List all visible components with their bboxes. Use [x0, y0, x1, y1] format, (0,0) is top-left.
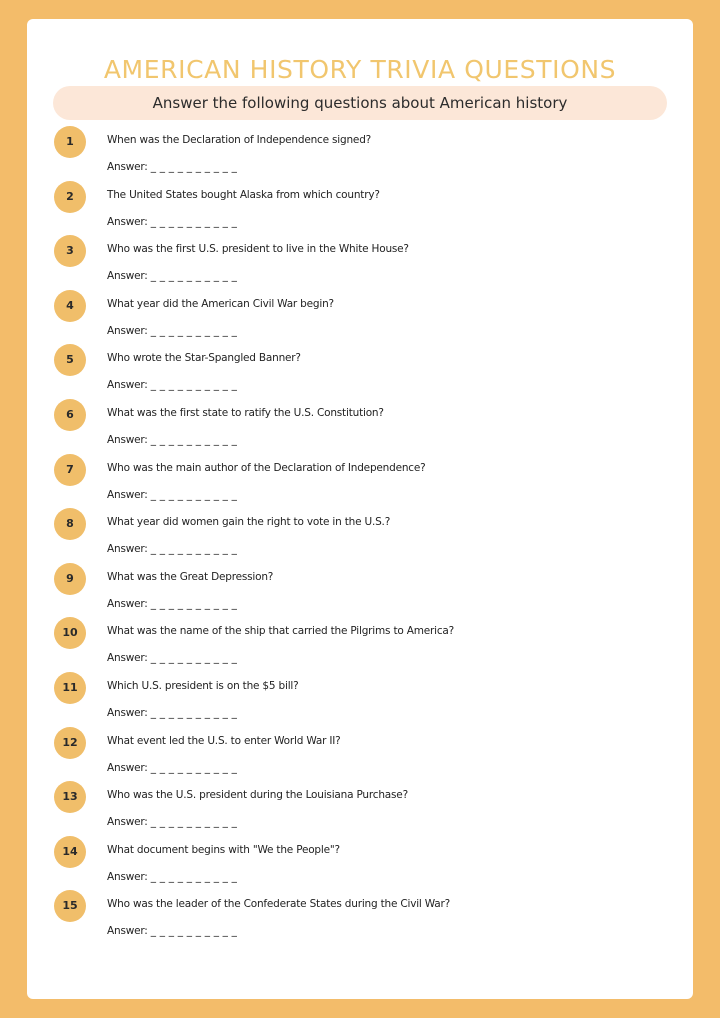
question-text: Who was the main author of the Declaration of Independence?	[107, 461, 426, 474]
answer-line[interactable]	[107, 489, 237, 501]
answer-line[interactable]	[107, 543, 237, 555]
question-text: Who was the first U.S. president to live in the White House?	[107, 243, 409, 256]
question-item	[27, 781, 693, 836]
question-number-badge: 5	[54, 344, 86, 376]
answer-blank[interactable]: _ _ _ _ _ _ _ _ _ _	[150, 324, 238, 337]
answer-label: Answer:	[107, 706, 148, 719]
question-text: What was the Great Depression?	[107, 570, 274, 583]
answer-blank[interactable]: _ _ _ _ _ _ _ _ _ _	[150, 543, 238, 556]
answer-blank[interactable]: _ _ _ _ _ _ _ _ _ _	[150, 161, 238, 173]
question-number-badge: 7	[54, 454, 86, 486]
answer-line[interactable]	[107, 707, 237, 719]
question-item	[27, 672, 693, 727]
question-number-badge: 13	[54, 781, 86, 813]
question-number-badge: 1	[54, 126, 86, 158]
answer-label: Answer:	[107, 379, 148, 392]
question-number-badge: 9	[54, 563, 86, 595]
question-number-badge: 12	[54, 727, 86, 759]
question-number-badge: 4	[54, 290, 86, 322]
answer-blank[interactable]: _ _ _ _ _ _ _ _ _ _	[150, 761, 238, 774]
question-text: The United States bought Alaska from which country?	[107, 188, 380, 201]
question-item	[27, 890, 693, 945]
question-item	[27, 617, 693, 672]
page-title: AMERICAN HISTORY TRIVIA QUESTIONS	[103, 55, 617, 84]
answer-label: Answer:	[107, 433, 148, 446]
answer-blank[interactable]: _ _ _ _ _ _ _ _ _ _	[150, 215, 238, 228]
question-item	[27, 508, 693, 563]
instructions-text: Answer the following questions about American history	[152, 94, 568, 112]
answer-line[interactable]	[107, 270, 237, 282]
question-text: When was the Declaration of Independence signed?	[107, 134, 372, 146]
answer-line[interactable]	[107, 216, 237, 228]
answer-line[interactable]	[107, 379, 237, 391]
answer-blank[interactable]: _ _ _ _ _ _ _ _ _ _	[150, 597, 238, 610]
answer-blank[interactable]: _ _ _ _ _ _ _ _ _ _	[150, 816, 238, 829]
question-number-badge: 8	[54, 508, 86, 540]
answer-blank[interactable]: _ _ _ _ _ _ _ _ _ _	[150, 270, 238, 283]
question-item	[27, 290, 693, 345]
question-text: Which U.S. president is on the $5 bill?	[107, 679, 299, 692]
question-item	[27, 344, 693, 399]
question-number-badge: 3	[54, 235, 86, 267]
answer-label: Answer:	[107, 652, 148, 665]
question-text: What event led the U.S. to enter World War II?	[107, 734, 341, 747]
question-item	[27, 727, 693, 782]
answer-label: Answer:	[107, 270, 148, 283]
question-item	[27, 126, 693, 181]
answer-blank[interactable]: _ _ _ _ _ _ _ _ _ _	[150, 379, 238, 392]
answer-blank[interactable]: _ _ _ _ _ _ _ _ _ _	[150, 925, 238, 938]
answer-line[interactable]	[107, 925, 237, 937]
question-number-badge: 10	[54, 617, 86, 649]
question-text: Who was the U.S. president during the Louisiana Purchase?	[107, 789, 408, 802]
answer-blank[interactable]: _ _ _ _ _ _ _ _ _ _	[150, 652, 238, 665]
answer-line[interactable]	[107, 762, 237, 774]
instructions-banner	[53, 86, 667, 120]
question-number-badge: 2	[54, 181, 86, 213]
answer-label: Answer:	[107, 161, 148, 173]
question-item	[27, 836, 693, 891]
answer-line[interactable]	[107, 816, 237, 828]
question-number-badge: 15	[54, 890, 86, 922]
answer-line[interactable]	[107, 325, 237, 337]
question-text: Who wrote the Star-Spangled Banner?	[107, 352, 301, 365]
answer-label: Answer:	[107, 870, 148, 883]
question-item	[27, 235, 693, 290]
answer-line[interactable]	[107, 434, 237, 446]
answer-label: Answer:	[107, 597, 148, 610]
answer-blank[interactable]: _ _ _ _ _ _ _ _ _ _	[150, 488, 238, 501]
question-item	[27, 563, 693, 618]
answer-label: Answer:	[107, 488, 148, 501]
question-item	[27, 181, 693, 236]
answer-blank[interactable]: _ _ _ _ _ _ _ _ _ _	[150, 433, 238, 446]
question-item	[27, 399, 693, 454]
answer-line[interactable]	[107, 652, 237, 664]
answer-blank[interactable]: _ _ _ _ _ _ _ _ _ _	[150, 870, 238, 883]
question-text: What was the first state to ratify the U.S. Constitution?	[107, 406, 384, 419]
answer-label: Answer:	[107, 324, 148, 337]
question-text: What year did women gain the right to vote in the U.S.?	[107, 516, 391, 529]
question-text: Who was the leader of the Confederate States during the Civil War?	[107, 898, 451, 911]
question-text: What was the name of the ship that carried the Pilgrims to America?	[107, 625, 455, 638]
answer-line[interactable]	[107, 598, 237, 610]
question-item	[27, 454, 693, 509]
worksheet-page	[27, 19, 693, 999]
question-text: What document begins with "We the People"?	[107, 843, 340, 856]
question-text: What year did the American Civil War begin?	[107, 297, 334, 310]
answer-line[interactable]	[107, 871, 237, 883]
question-list	[27, 126, 693, 945]
answer-label: Answer:	[107, 215, 148, 228]
answer-label: Answer:	[107, 761, 148, 774]
question-number-badge: 11	[54, 672, 86, 704]
answer-label: Answer:	[107, 543, 148, 556]
answer-label: Answer:	[107, 816, 148, 829]
answer-line[interactable]	[107, 161, 237, 173]
question-number-badge: 6	[54, 399, 86, 431]
answer-label: Answer:	[107, 925, 148, 938]
answer-blank[interactable]: _ _ _ _ _ _ _ _ _ _	[150, 706, 238, 719]
question-number-badge: 14	[54, 836, 86, 868]
